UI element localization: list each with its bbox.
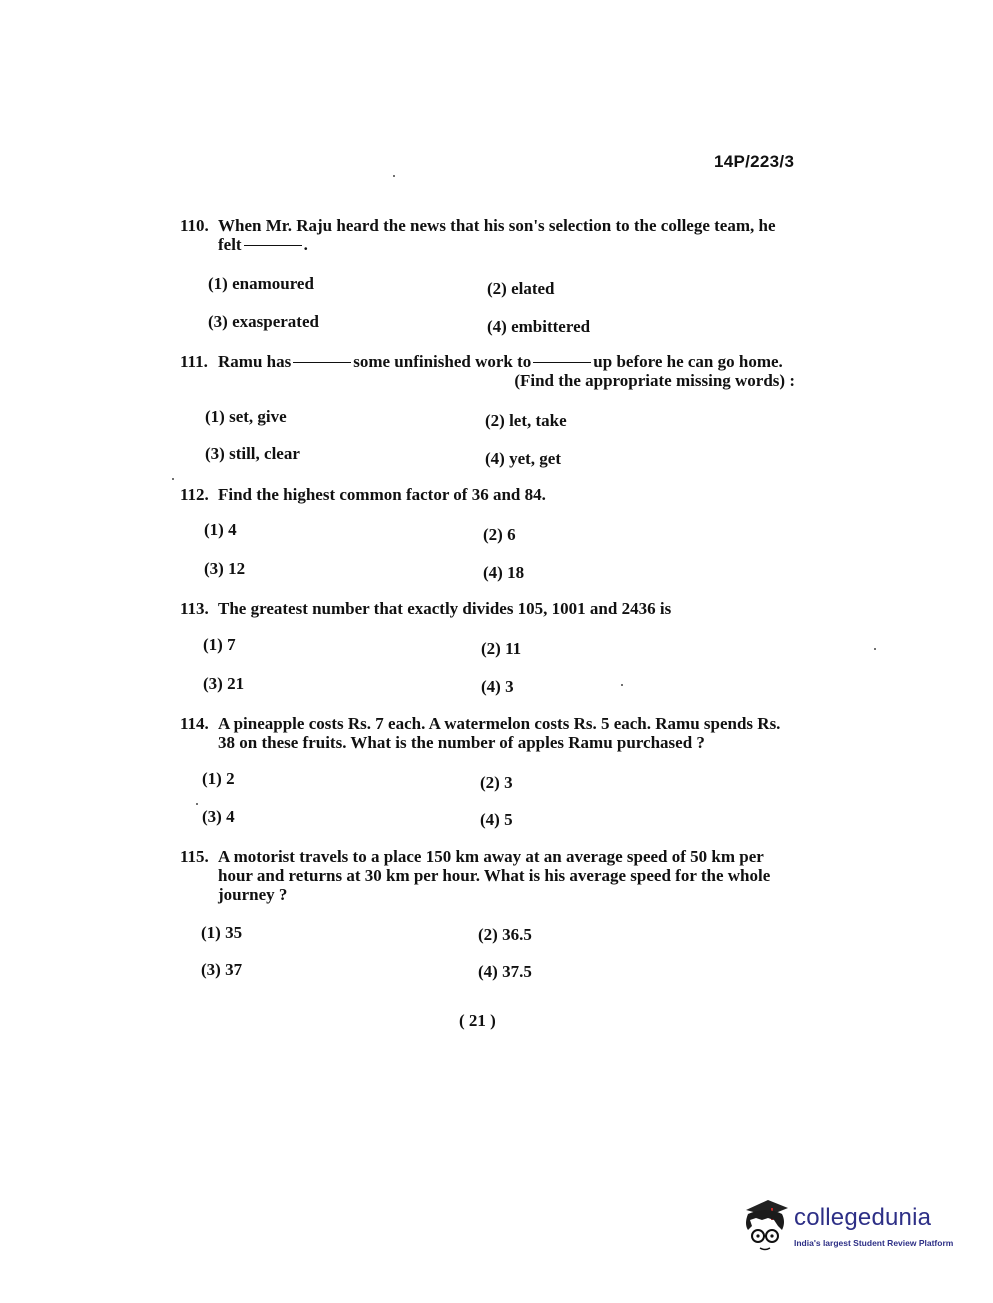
question-number: 112. bbox=[180, 485, 209, 504]
option-3: (3) 21 bbox=[203, 674, 245, 693]
question-111 bbox=[180, 352, 795, 390]
option-4: (4) 3 bbox=[481, 677, 514, 696]
brand-name: collegedunia bbox=[794, 1204, 932, 1231]
question-text: Find the highest common factor of 36 and 84. bbox=[218, 485, 546, 504]
option-4: (4) 37.5 bbox=[478, 962, 532, 981]
option-3: (3) 12 bbox=[204, 559, 246, 578]
option-4: (4) embittered bbox=[487, 317, 591, 336]
mascot-icon bbox=[738, 1196, 792, 1256]
question-text-before: When Mr. Raju heard the news that his son's selection to the college team, he felt bbox=[218, 216, 776, 254]
question-number: 115. bbox=[180, 847, 209, 866]
question-text-part1: Ramu has bbox=[218, 352, 292, 371]
question-instruction: (Find the appropriate missing words) : bbox=[514, 371, 795, 390]
question-114 bbox=[180, 714, 790, 752]
question-110 bbox=[180, 216, 795, 254]
question-text-part3: up before he can go home. bbox=[593, 352, 783, 371]
answer-blank bbox=[533, 362, 591, 363]
option-2: (2) 36.5 bbox=[478, 925, 532, 944]
option-2: (2) let, take bbox=[485, 411, 567, 430]
question-text: A pineapple costs Rs. 7 each. A watermelon costs Rs. 5 each. Ramu spends Rs. 38 on these fruits. What is the number of apples Ramu purchased ? bbox=[218, 714, 781, 752]
scan-speck bbox=[393, 175, 395, 177]
option-1: (1) 2 bbox=[202, 769, 235, 788]
answer-blank bbox=[293, 362, 351, 363]
question-112 bbox=[180, 485, 795, 504]
brand-tagline: India's largest Student Review Platform bbox=[794, 1238, 954, 1248]
question-115 bbox=[180, 847, 790, 904]
collegedunia-watermark bbox=[738, 1196, 963, 1266]
page-number: ( 21 ) bbox=[459, 1011, 496, 1030]
question-113 bbox=[180, 599, 795, 618]
option-3: (3) 4 bbox=[202, 807, 235, 826]
exam-code: 14P/223/3 bbox=[714, 152, 795, 171]
option-2: (2) 3 bbox=[480, 773, 513, 792]
option-2: (2) 6 bbox=[483, 525, 516, 544]
option-4: (4) yet, get bbox=[485, 449, 561, 468]
option-1: (1) 7 bbox=[203, 635, 236, 654]
question-text bbox=[218, 352, 795, 390]
question-number: 110. bbox=[180, 216, 209, 235]
question-text-part2: some unfinished work to bbox=[353, 352, 532, 371]
scan-speck bbox=[621, 684, 623, 686]
question-text: The greatest number that exactly divides 105, 1001 and 2436 is bbox=[218, 599, 672, 618]
option-4: (4) 18 bbox=[483, 563, 525, 582]
option-1: (1) set, give bbox=[205, 407, 287, 426]
option-1: (1) 4 bbox=[204, 520, 237, 539]
scan-speck bbox=[874, 648, 876, 650]
option-2: (2) 11 bbox=[481, 639, 522, 658]
option-1: (1) 35 bbox=[201, 923, 243, 942]
option-2: (2) elated bbox=[487, 279, 555, 298]
option-1: (1) enamoured bbox=[208, 274, 314, 293]
option-3: (3) still, clear bbox=[205, 444, 300, 463]
option-3: (3) 37 bbox=[201, 960, 243, 979]
answer-blank bbox=[244, 245, 302, 246]
question-text-after: . bbox=[303, 235, 308, 254]
question-text bbox=[218, 216, 795, 254]
question-number: 114. bbox=[180, 714, 209, 733]
option-3: (3) exasperated bbox=[208, 312, 319, 331]
question-number: 113. bbox=[180, 599, 209, 618]
scan-speck bbox=[196, 803, 198, 805]
question-number: 111. bbox=[180, 352, 208, 371]
question-text: A motorist travels to a place 150 km away at an average speed of 50 km per hour and returns at 30 km per hour. What is his average speed for the whole journey ? bbox=[218, 847, 771, 904]
scan-speck bbox=[172, 478, 174, 480]
option-4: (4) 5 bbox=[480, 810, 513, 829]
